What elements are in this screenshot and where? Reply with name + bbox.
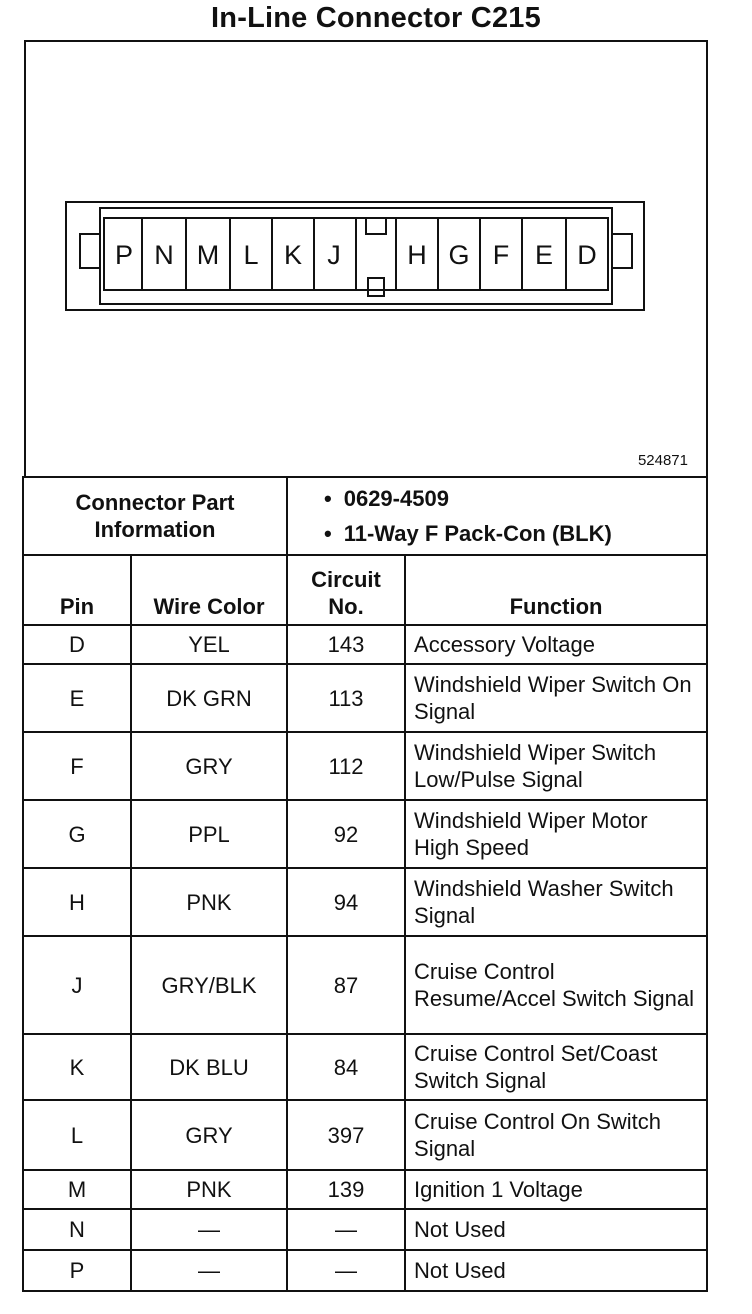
- table-header-row: [23, 555, 707, 625]
- header-function: Function: [405, 555, 707, 625]
- pin-cell: M: [23, 1170, 131, 1209]
- table-row: [23, 1100, 707, 1170]
- function-cell: Cruise Control On Switch Signal: [405, 1100, 707, 1170]
- circuit-cell: 92: [287, 800, 405, 868]
- part-description: • 11-Way F Pack-Con (BLK): [324, 516, 698, 551]
- cavity-label-n: N: [154, 240, 174, 270]
- wire-color-cell: PNK: [131, 1170, 287, 1209]
- cavity-label-j: J: [327, 240, 341, 270]
- cavity-label-e: E: [534, 240, 554, 270]
- circuit-cell: —: [287, 1250, 405, 1291]
- part-info-list: [287, 477, 707, 555]
- pin-cell: H: [23, 868, 131, 936]
- function-cell: Windshield Wiper Motor High Speed: [405, 800, 707, 868]
- pin-cell: F: [23, 732, 131, 800]
- wire-color-cell: —: [131, 1250, 287, 1291]
- wire-color-cell: DK BLU: [131, 1034, 287, 1100]
- page-title: In-Line Connector C215: [211, 2, 541, 34]
- pin-cell: G: [23, 800, 131, 868]
- function-cell: Not Used: [405, 1250, 707, 1291]
- center-key-tab: [368, 278, 384, 296]
- function-cell: Accessory Voltage: [405, 625, 707, 664]
- right-end-tab: [612, 234, 632, 268]
- circuit-cell: 113: [287, 664, 405, 732]
- function-cell: Not Used: [405, 1209, 707, 1250]
- part-number: • 0629-4509: [324, 481, 698, 516]
- part-info-label: Connector Part Information: [23, 477, 287, 555]
- pin-cell: N: [23, 1209, 131, 1250]
- table-row: [23, 664, 707, 732]
- cavity-label-l: L: [243, 240, 259, 270]
- header-circuit: Circuit No.: [287, 555, 405, 625]
- function-cell: Cruise Control Set/Coast Switch Signal: [405, 1034, 707, 1100]
- pinout-table-wrap: [22, 476, 708, 1292]
- wire-color-cell: GRY: [131, 1100, 287, 1170]
- wire-color-cell: YEL: [131, 625, 287, 664]
- pin-cell: K: [23, 1034, 131, 1100]
- table-row: [23, 800, 707, 868]
- cavity-label-k: K: [283, 240, 303, 270]
- function-cell: Windshield Washer Switch Signal: [405, 868, 707, 936]
- circuit-cell: 84: [287, 1034, 405, 1100]
- circuit-cell: 139: [287, 1170, 405, 1209]
- cavity-label-d: D: [577, 240, 597, 270]
- table-row: [23, 936, 707, 1034]
- wire-color-cell: GRY: [131, 732, 287, 800]
- function-cell: Cruise Control Resume/Accel Switch Signal: [405, 936, 707, 1034]
- cavity-label-m: M: [196, 240, 220, 270]
- wire-color-cell: PNK: [131, 868, 287, 936]
- wire-color-cell: —: [131, 1209, 287, 1250]
- table-row: [23, 1209, 707, 1250]
- figure-id: 524871: [637, 452, 688, 469]
- wire-color-cell: DK GRN: [131, 664, 287, 732]
- header-pin: Pin: [23, 555, 131, 625]
- circuit-cell: 397: [287, 1100, 405, 1170]
- cavity-label-g: G: [448, 240, 470, 270]
- pin-cell: P: [23, 1250, 131, 1291]
- circuit-cell: 94: [287, 868, 405, 936]
- pin-cell: J: [23, 936, 131, 1034]
- circuit-cell: 112: [287, 732, 405, 800]
- left-end-tab: [80, 234, 100, 268]
- part-info-row: [23, 477, 707, 555]
- table-row: [23, 1170, 707, 1209]
- circuit-cell: 143: [287, 625, 405, 664]
- connector-diagram: [26, 42, 710, 479]
- cavity-label-f: F: [492, 240, 510, 270]
- circuit-cell: —: [287, 1209, 405, 1250]
- connector-diagram-frame: [24, 40, 708, 477]
- function-cell: Windshield Wiper Switch Low/Pulse Signal: [405, 732, 707, 800]
- circuit-cell: 87: [287, 936, 405, 1034]
- pin-cell: E: [23, 664, 131, 732]
- wire-color-cell: GRY/BLK: [131, 936, 287, 1034]
- pin-cell: D: [23, 625, 131, 664]
- pinout-table: [22, 476, 708, 1292]
- table-row: [23, 1034, 707, 1100]
- function-cell: Windshield Wiper Switch On Signal: [405, 664, 707, 732]
- cavity-label-h: H: [407, 240, 427, 270]
- table-row: [23, 868, 707, 936]
- function-cell: Ignition 1 Voltage: [405, 1170, 707, 1209]
- wire-color-cell: PPL: [131, 800, 287, 868]
- header-wire-color: Wire Color: [131, 555, 287, 625]
- table-row: [23, 1250, 707, 1291]
- pin-cell: L: [23, 1100, 131, 1170]
- table-row: [23, 625, 707, 664]
- table-row: [23, 732, 707, 800]
- cavity-label-p: P: [114, 240, 134, 270]
